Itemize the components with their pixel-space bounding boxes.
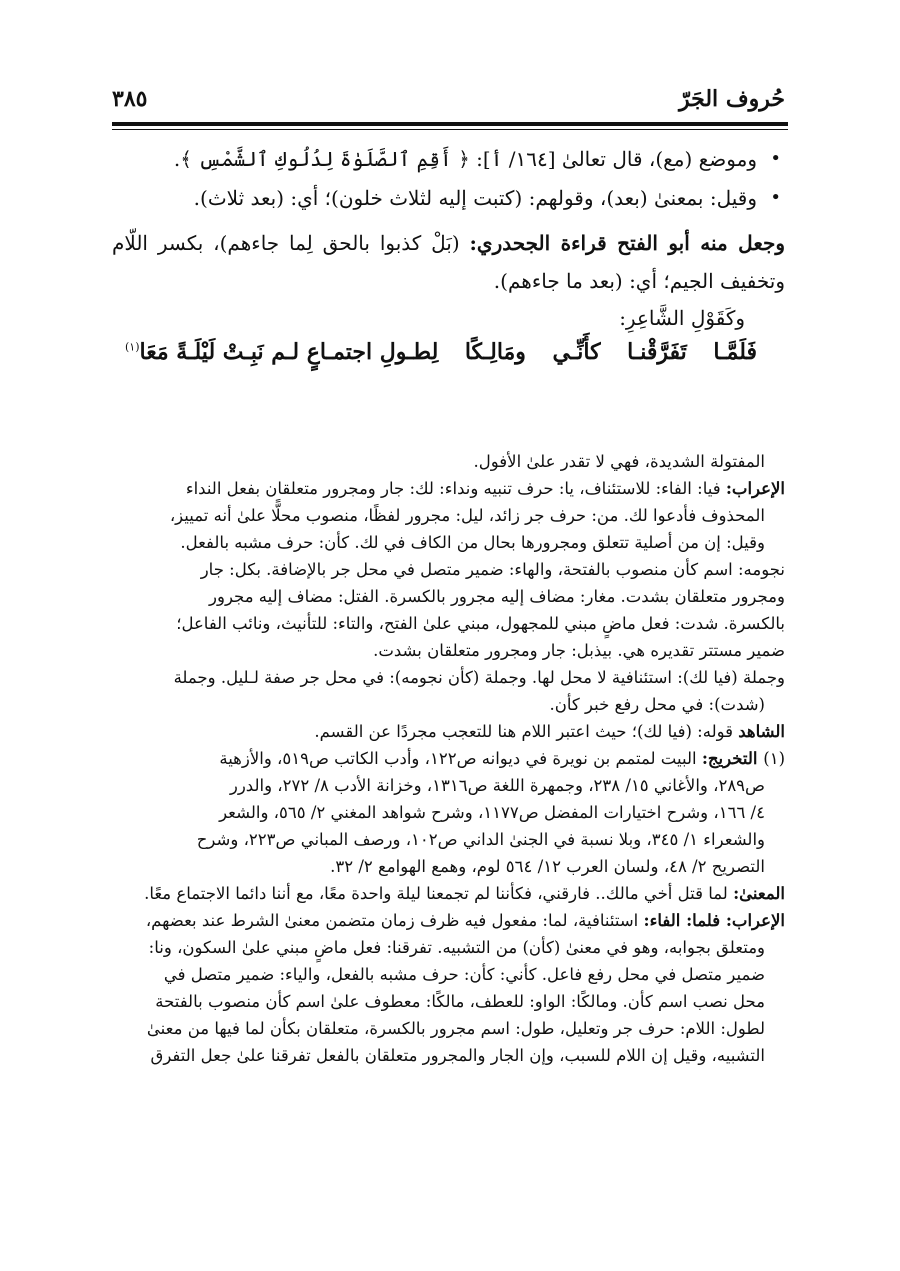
bullet-text: وموضع (مع)، قال تعالىٰ [١٦٤/ أ]: ﴿ أَقِمِ ٱلصَّلَوٰةَ لِدُلُوكِ ٱلشَّمْسِ ﴾.: [173, 147, 757, 171]
page-number: ٣٨٥: [112, 86, 148, 112]
note-line: التشبيه، وقيل إن اللام للسبب، وإن الجار والمجرور متعلقان بالفعل تفرقنا علىٰ جعل التفرق: [150, 1046, 765, 1065]
verse-word: فَلَمَّـا: [713, 339, 757, 365]
note-line: المفتولة الشديدة، فهي لا تقدر علىٰ الأفول.: [473, 452, 765, 471]
note-line: ومتعلق بجوابه، وهو في معنىٰ (كأن) من التشبيه. تفرقنا: فعل ماضٍ مبني علىٰ السكون، ونا:: [148, 938, 765, 957]
note-line: ضمير مستتر تقديره هي. بيذبل: جار ومجرور متعلقان بشدت.: [373, 641, 785, 660]
note-line: ومجرور متعلقان بشدت. مغار: مضاف إليه مجرور بالكسرة. الفتل: مضاف إليه مجرور: [209, 587, 785, 606]
footnote-marker: (١): [125, 340, 140, 354]
header-rule-thin: [112, 129, 788, 130]
note-line: الشاهد قوله: (فيا لك)؛ حيث اعتبر اللام هنا للتعجب مجردًا عن القسم.: [314, 722, 785, 741]
note-line: بالكسرة. شدت: فعل ماضٍ مبني للمجهول، مبني علىٰ الفتح، والتاء: للتأنيث، ونائب الفاعل؛: [176, 614, 785, 633]
note-line: الإعراب: فيا: الفاء: للاستئناف، يا: حرف تنبيه ونداء: لك: جار ومجرور متعلقان بفعل النداء: [185, 479, 785, 498]
note-line: محل نصب اسم كأن. ومالكًا: الواو: للعطف، مالكًا: معطوف علىٰ اسم كأن منصوب بالفتحة: [155, 992, 765, 1011]
note-line: التصريح ٢/ ٤٨، ولسان العرب ١٢/ ٥٦٤ لوم، وهمع الهوامع ٢/ ٣٢.: [330, 857, 765, 876]
bullet-dot: •: [770, 187, 781, 208]
note-line: المعنىٰ: لما قتل أخي مالك.. فارقني، فكأننا لم تجمعنا ليلة واحدة معًا، مع أننا دائما الاجتماع معًا.: [144, 884, 785, 903]
footnotes: [112, 448, 785, 1069]
note-line: (شدت): في محل رفع خبر كأن.: [549, 695, 765, 714]
verse-second-hemistich: لِطـولِ اجتمـاعٍ لـم نَبِـتْ لَيْلَـةً مَعَا$^{(١)}$: [125, 339, 439, 365]
note-line: ص٢٨٩، والأغاني ١٥/ ٢٣٨، وجمهرة اللغة ص١٣١٦، وخزانة الأدب ٨/ ٢٧٢، والدرر: [229, 776, 765, 795]
header-rule-thick: [112, 122, 788, 126]
paragraph-bold-lead: وجعل منه أبو الفتح قراءة الجحدري:: [469, 231, 785, 255]
bullet-item: [112, 146, 785, 172]
note-line: المحذوف فأدعوا لك. من: حرف جر زائد، ليل: مجرور لفظًا، منصوب محلًّا علىٰ أنه تمييز،: [169, 506, 765, 525]
note-line: لطول: اللام: حرف جر وتعليل، طول: اسم مجرور بالكسرة، متعلقان بكأن لما فيها من معنىٰ: [146, 1019, 765, 1038]
note-line: وجملة (فيا لك): استئنافية لا محل لها. وجملة (كأن نجومه): في محل جر صفة لـليل. وجملة: [173, 668, 785, 687]
verse-word: ومَالِـكًا: [464, 339, 526, 365]
running-header-title: حُروف الجَرّ: [679, 86, 785, 112]
bullet-dot: •: [770, 148, 781, 169]
verse-word: كأَنِّـي: [552, 339, 601, 365]
paragraph: [112, 224, 785, 300]
note-line: نجومه: اسم كأن منصوب بالفتحة، والهاء: ضمير متصل في محل جر بالإضافة. بكل: جار: [200, 560, 785, 579]
verse-line: [125, 332, 757, 372]
bullet-text: وقيل: بمعنىٰ (بعد)، وقولهم: (كتبت إليه لثلاث خلون)؛ أي: (بعد ثلاث).: [193, 186, 757, 210]
note-line: ٤/ ١٦٦، وشرح اختيارات المفضل ص١١٧٧، وشرح شواهد المغني ٢/ ٥٦٥، والشعر: [219, 803, 765, 822]
note-line: ضمير متصل في محل رفع فاعل. كأني: كأن: حرف مشبه بالفعل، والياء: ضمير متصل في: [163, 965, 765, 984]
note-line: وقيل: إن من أصلية تتعلق ومجرورها بحال من الكاف في لك. كأن: حرف مشبه بالفعل.: [180, 533, 765, 552]
main-text: [112, 140, 785, 336]
note-line: والشعراء ١/ ٣٤٥، وبلا نسبة في الجنىٰ الداني ص١٠٢، ورصف المباني ص٢٢٣، وشرح: [196, 830, 765, 849]
paragraph-text: (بَلْ كذبوا بالحق لِما جاءهم)، بكسر اللّام وتخفيف الجيم؛ أي: (بعد ما جاءهم).: [112, 231, 785, 293]
poet-intro: وكَقَوْلِ الشَّاعِرِ:: [619, 306, 745, 330]
bullet-item: [112, 185, 785, 211]
verse-word: تَفَرَّقْنـا: [627, 339, 687, 365]
note-line: الإعراب: فلما: الفاء: استئنافية، لما: مفعول فيه ظرف زمان متضمن معنىٰ الشرط عند بعضهم،: [145, 911, 785, 930]
footnote-1: (١) التخريج: البيت لمتمم بن نويرة في ديوانه ص١٢٢، وأدب الكاتب ص٥١٩، والأزهية: [219, 749, 785, 768]
